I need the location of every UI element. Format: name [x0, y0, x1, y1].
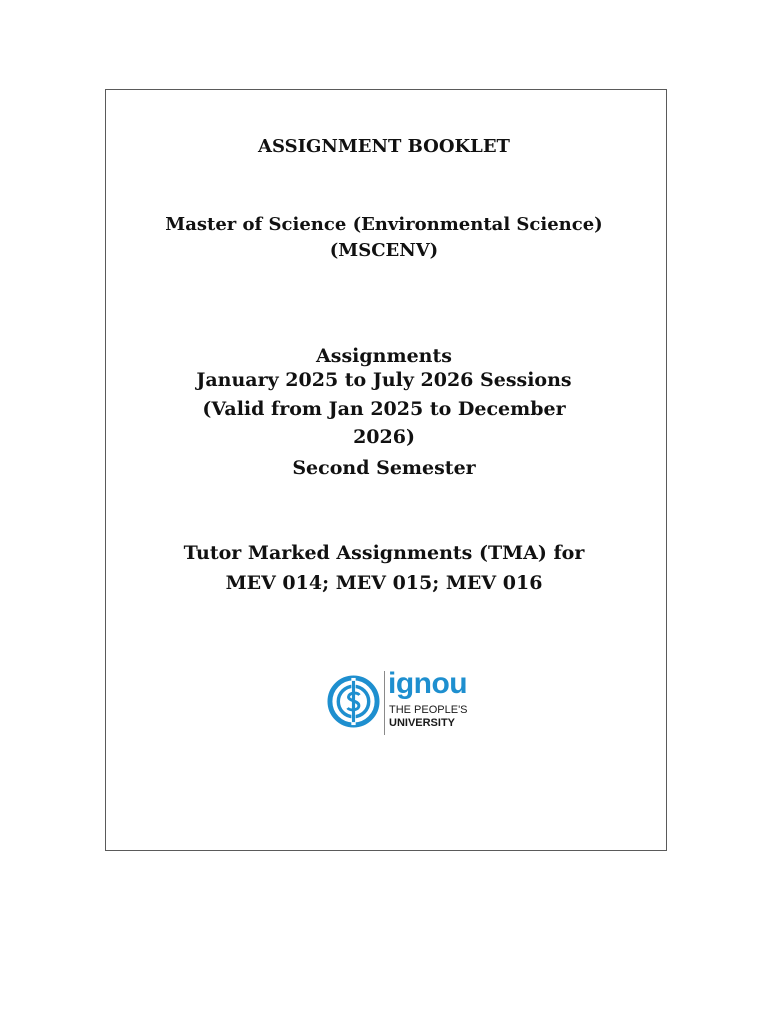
logo-tagline-2: UNIVERSITY [389, 717, 456, 729]
validity-line-1: (Valid from Jan 2025 to December [202, 398, 566, 420]
programme-name: Master of Science (Environmental Science) [165, 214, 603, 235]
logo-divider [384, 671, 385, 735]
logo-tagline-1: THE PEOPLE'S [389, 704, 468, 716]
assignments-label: Assignments [316, 345, 452, 367]
tma-line-1: Tutor Marked Assignments (TMA) for [183, 542, 585, 564]
tma-line-2: MEV 014; MEV 015; MEV 016 [225, 572, 543, 594]
booklet-heading: ASSIGNMENT BOOKLET [258, 136, 510, 157]
ignou-emblem-icon [327, 675, 380, 728]
programme-code: (MSCENV) [329, 240, 439, 261]
sessions-line: January 2025 to July 2026 Sessions [196, 369, 572, 391]
ignou-logo [327, 667, 468, 737]
logo-wordmark: ignou [388, 667, 468, 700]
validity-line-2: 2026) [353, 426, 415, 448]
semester-line: Second Semester [292, 457, 476, 479]
